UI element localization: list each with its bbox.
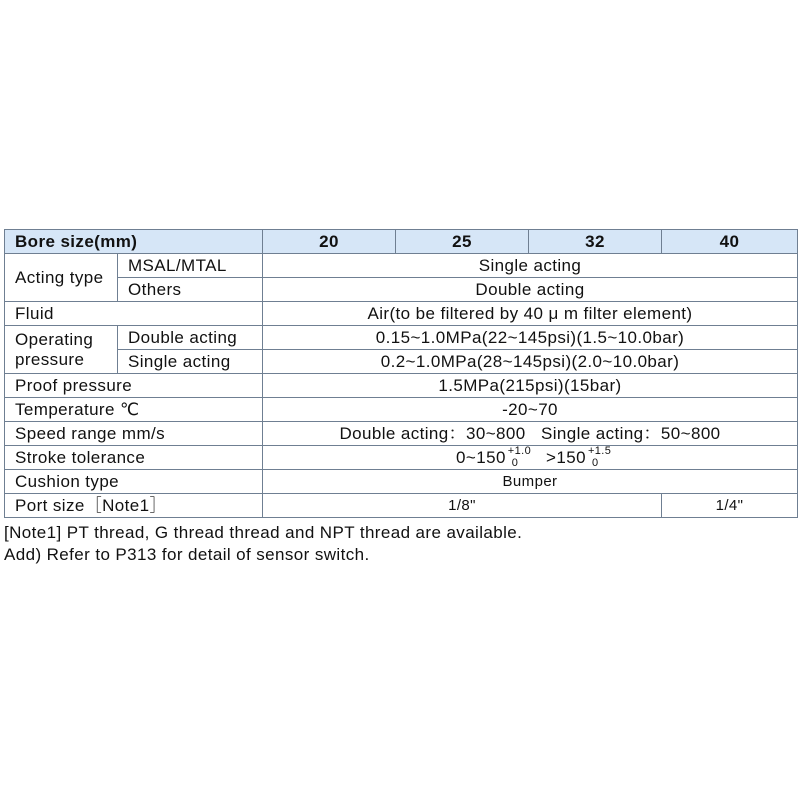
operating-pressure-double-value: 0.15~1.0MPa(22~145psi)(1.5~10.0bar) [263,326,798,350]
operating-pressure-sub-double: Double acting [118,326,263,350]
acting-type-row-1 [5,254,798,278]
cushion-type-label: Cushion type [5,470,263,494]
stroke-tolerance-label: Stroke tolerance [5,446,263,470]
stroke-tolerance-value [263,446,798,470]
operating-pressure-label [5,326,118,374]
fluid-value: Air(to be filtered by 40 μ m filter element) [263,302,798,326]
stroke-tolerance-range-2: >150 [546,448,586,468]
speed-range-label: Speed range mm/s [5,422,263,446]
proof-pressure-label: Proof pressure [5,374,263,398]
bore-size-label: Bore size(mm) [5,230,263,254]
stroke-tolerance-tol-1 [507,445,532,469]
note-add: Add) Refer to P313 for detail of sensor switch. [4,545,370,564]
temperature-row [5,398,798,422]
tol-1-upper: +1.0 [507,445,532,457]
proof-pressure-value: 1.5MPa(215psi)(15bar) [263,374,798,398]
speed-range-row [5,422,798,446]
cushion-type-row [5,470,798,494]
fluid-row [5,302,798,326]
bore-25: 25 [396,230,529,254]
acting-type-sub-others: Others [118,278,263,302]
port-size-label: Port size［Note1］ [5,494,263,518]
operating-pressure-label-line1: Operating [15,329,94,349]
proof-pressure-row [5,374,798,398]
acting-type-row-2 [5,278,798,302]
port-size-small-bores: 1/8" [263,494,662,518]
note-1: [Note1] PT thread, G thread thread and NPT thread are available. [4,523,523,542]
notes [4,522,522,566]
fluid-label: Fluid [5,302,263,326]
port-size-large-bore: 1/4" [662,494,798,518]
operating-pressure-sub-single: Single acting [118,350,263,374]
stroke-tolerance-range-1: 0~150 [456,448,506,468]
temperature-value: -20~70 [263,398,798,422]
tol-2-upper: +1.5 [587,445,612,457]
bore-20: 20 [263,230,396,254]
operating-pressure-row-2 [5,350,798,374]
acting-type-sub-msal: MSAL/MTAL [118,254,263,278]
acting-type-label: Acting type [5,254,118,302]
cushion-type-value: Bumper [263,470,798,494]
stroke-tolerance-tol-2 [587,445,612,469]
port-size-row [5,494,798,518]
acting-type-single: Single acting [263,254,798,278]
temperature-label: Temperature ℃ [5,398,263,422]
operating-pressure-row-1 [5,326,798,350]
speed-range-value: Double acting：30~800 Single acting：50~800 [263,422,798,446]
tol-1-lower: 0 [511,456,519,469]
bore-40: 40 [662,230,798,254]
operating-pressure-single-value: 0.2~1.0MPa(28~145psi)(2.0~10.0bar) [263,350,798,374]
acting-type-double: Double acting [263,278,798,302]
operating-pressure-label-line2: pressure [15,349,85,369]
spec-table [4,229,798,518]
tol-2-lower: 0 [591,456,599,469]
bore-32: 32 [529,230,662,254]
header-row [5,230,798,254]
stroke-tolerance-row [5,446,798,470]
